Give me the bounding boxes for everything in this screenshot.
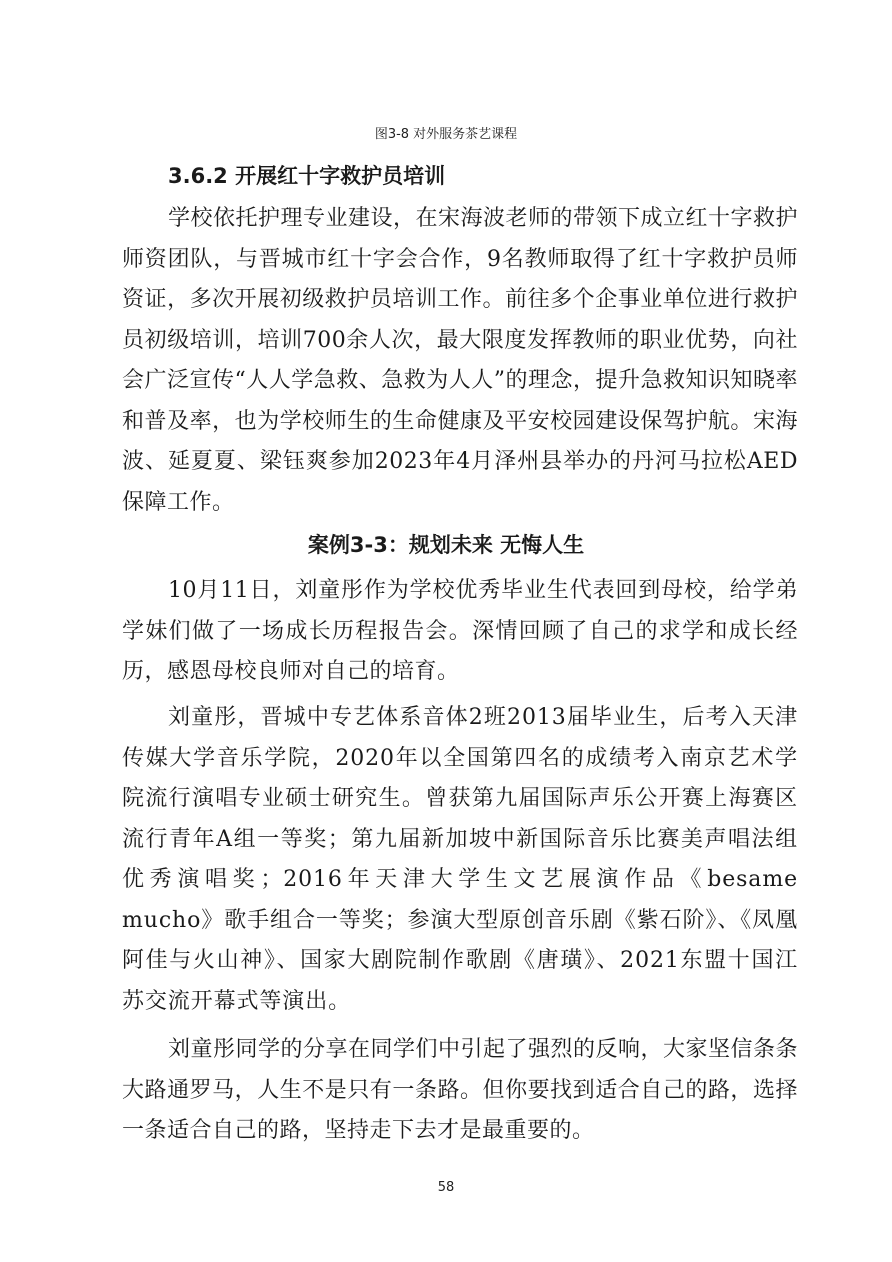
- section-heading: 3.6.2 开展红十字救护员培训: [168, 164, 446, 188]
- section-paragraph: 学校依托护理专业建设，在宋海波老师的带领下成立红十字救护师资团队，与晋城市红十字会合作，9名教师取得了红十字救护员师资证，多次开展初级救护员培训工作。前往多个企事业单位进行救护员初级培训，培训700余人次，最大限度发挥教师的职业优势，向社会广泛宣传“人人学急救、急救为人人”的理念，提升急救知识知晓率和普及率，也为学校师生的生命健康及平安校园建设保驾护航。宋海波、延夏夏、梁钰爽参加2023年4月泽州县举办的丹河马拉松AED保障工作。: [122, 206, 799, 515]
- page-number: 58: [437, 1180, 455, 1195]
- case-paragraph-1: 10月11日，刘童彤作为学校优秀毕业生代表回到母校，给学弟学妹们做了一场成长历程报告会。深情回顾了自己的求学和成长经历，感恩母校良师对自己的培育。: [122, 578, 798, 684]
- figure-caption: 图3-8 对外服务茶艺课程: [374, 127, 518, 142]
- case-title: 案例3-3：规划未来 无悔人生: [307, 533, 585, 557]
- case-paragraph-3: 刘童彤同学的分享在同学们中引起了强烈的反响，大家坚信条条大路通罗马，人生不是只有一条路。但你要找到适合自己的路，选择一条适合自己的路，坚持走下去才是最重要的。: [122, 1037, 799, 1143]
- case-paragraph-2: 刘童彤，晋城中专艺体系音体2班2013届毕业生，后考入天津传媒大学音乐学院，2020年以全国第四名的成绩考入南京艺术学院流行演唱专业硕士研究生。曾获第九届国际声乐公开赛上海赛区流行青年A组一等奖；第九届新加坡中新国际音乐比赛美声唱法组优秀演唱奖；2016年天津大学生文艺展演作品《besame mucho》歌手组合一等奖；参演大型原创音乐剧《紫石阶》、《凤凰阿佳与火山神》、国家大剧院制作歌剧《唐璜》、2021东盟十国江苏交流开幕式等演出。: [122, 705, 798, 1014]
